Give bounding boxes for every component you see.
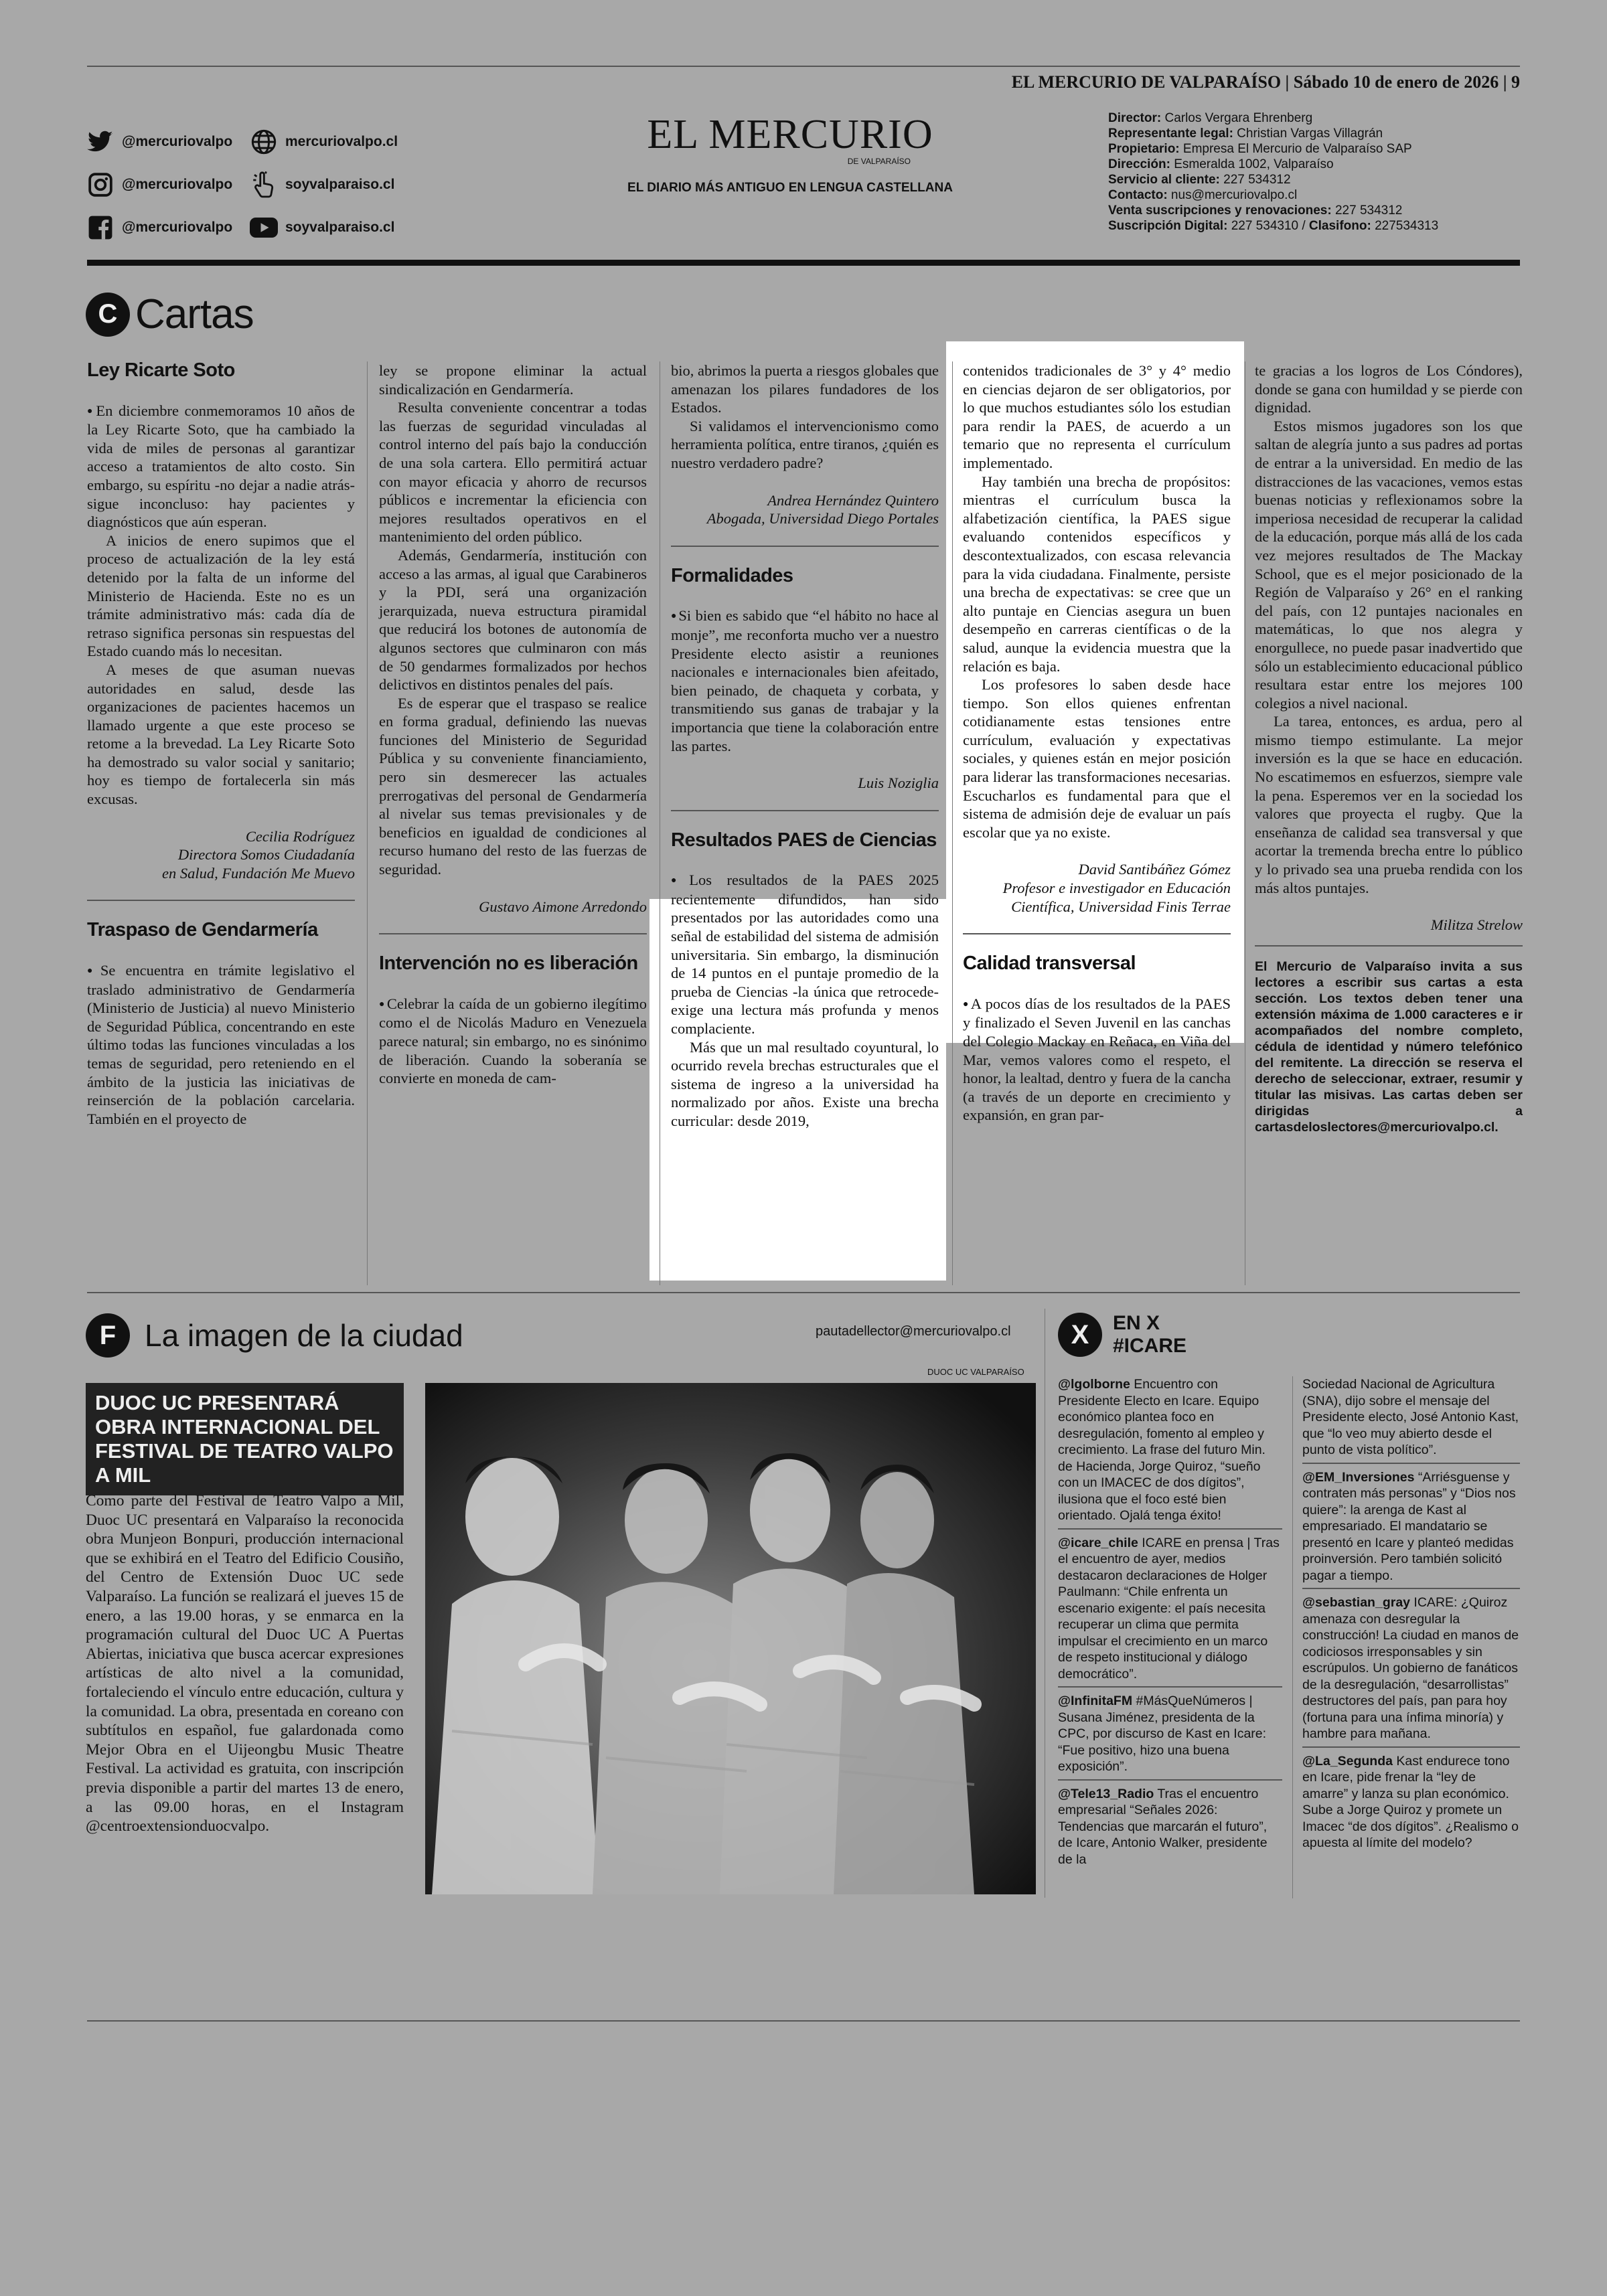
letters-guidelines-note: El Mercurio de Valparaíso invita a sus lectores a escribir sus cartas a esta sección. Los textos deben tener una extensión máxima de 1.000 caracteres e ir acompañados del nombre completo, cédula de identidad y número telefónico del remitente. La dirección se reserva el derecho de seleccionar, extraer, resumir y titular las misivas. Las cartas deben ser dirigidas a cartasdeloslectores@mercuriovalpo.cl.	[1255, 959, 1523, 1135]
cartas-column-1	[87, 357, 355, 1128]
x-feed-column-1	[1058, 1376, 1282, 1877]
letter-paragraph: ley se propone eliminar la actual sindicalización en Gendarmería.	[379, 362, 647, 398]
social-label: @mercuriovalpo	[122, 134, 233, 149]
letter-heading: Traspaso de Gendarmería	[87, 919, 318, 941]
instagram-icon	[86, 170, 115, 199]
social-label: @mercuriovalpo	[122, 220, 233, 235]
cartas-column-5	[1255, 361, 1523, 1135]
masthead	[589, 114, 991, 195]
social-instagram[interactable]	[86, 170, 232, 199]
cartas-badge: C	[86, 293, 130, 337]
letter-paragraph: La tarea, entonces, es ardua, pero al mismo tiempo estimulante. La mejor inversión es la que se hace en educación. No escatimemos en esfuerzos, siempre vale la pena. Esperemos ver en la sociedad los valores que proyecta el rugby. Que la enseñanza de calidad sea transversal y que acortar la tremenda brecha entre lo público y lo privado sea una prueba rendida con los más altos puntajes.	[1255, 713, 1523, 896]
staff-box	[1108, 110, 1438, 234]
letter-heading: Formalidades	[671, 564, 793, 586]
letter-paragraph: ● Celebrar la caída de un gobierno ilegítimo como el de Nicolás Maduro en Venezuela parece natural; sin embargo, no es sinónimo de liberación. Cuando la soberanía se convierte en moneda de cam-	[379, 995, 647, 1088]
facebook-icon	[86, 213, 115, 242]
enx-hashtag: #ICARE	[1113, 1335, 1187, 1357]
x-post[interactable]: @icare_chile ICARE en prensa | Tras el encuentro de ayer, medios destacaron declaraciones de Holger Paulmann: “Chile enfrenta un escenario exigente: el país necesita recuperar un clima que permita impulsar el crecimiento en un marco de respeto institucional y diálogo democrático”.	[1058, 1535, 1282, 1688]
letter-paragraph: Resulta conveniente concentrar a todas las fuerzas de seguridad vinculadas al control interno del país bajo la conducción de una sola cartera. Ello permitirá actuar con mayor eficacia y ahorro de recursos públicos e incrementar la eficiencia con mejores resultados operativos en el mantenimiento del orden público.	[379, 399, 647, 546]
ciudad-headline: DUOC UC PRESENTARÁ OBRA INTERNACIONAL DEL FESTIVAL DE TEATRO VALPO A MIL	[86, 1383, 404, 1495]
ciudad-article	[86, 1491, 404, 1836]
letter-paragraph: Hay también una brecha de propósitos: mientras el currículum busca la alfabetización científica, la PAES sigue evaluando contenidos específicos y descontextualizados, con escasa relevancia para la vida ciudadana. Finalmente, persiste una brecha de expectativas: se cree que un alto puntaje en Ciencias asegura un buen desempeño en carreras científicas o de la salud, aunque la evidencia muestra que la relación es baja.	[963, 473, 1231, 675]
twitter-icon	[86, 127, 115, 157]
web-links	[249, 127, 398, 242]
photo-credit: DUOC UC VALPARAÍSO	[927, 1367, 1024, 1377]
social-facebook[interactable]	[86, 213, 232, 242]
x-feed-column-2	[1302, 1376, 1520, 1861]
letter-paragraph: ● Los resultados de la PAES 2025 recientemente difundidos, han sido presentados por las autoridades como una señal de estabilidad del sistema de admisión universitaria. Sin embargo, la disminución de 14 puntos en el puntaje promedio de la prueba de Ciencias -la única que retrocede- exige una lectura más profunda y menos complaciente.	[671, 871, 939, 1038]
letter-paragraph: bio, abrimos la puerta a riesgos globales que amenazan los pilares fundadores de los Estados.	[671, 362, 939, 416]
dancers-photo-illustration	[425, 1383, 1036, 1894]
youtube-icon	[249, 213, 279, 242]
ciudad-body: Como parte del Festival de Teatro Valpo a Mil, Duoc UC presentará en Valparaíso la reconocida obra Munjeon Bonpuri, producción internacional que se exhibirá en el Teatro del Edificio Cousiño, del Centro de Extensión Duoc UC sede Valparaíso. La función se realizará el jueves 15 de enero, a las 19.00 horas, y se enmarca en la programación cultural del Duoc UC A Puertas Abiertas, iniciativa que busca acercar expresiones artísticas de alto nivel a la comunidad, fortaleciendo el vínculo entre educación, cultura y la comunidad. La obra, presentada en coreano con subtítulos en español, fue galardonada como Mejor Obra en el Uijeongbu Music Theatre Festival. La actividad es gratuita, con inscripción previa disponible a partir del martes 13 de enero, a las 09.00 horas, en el Instagram @centroextensionduocvalpo.	[86, 1492, 404, 1835]
letter-heading: Calidad transversal	[963, 953, 1136, 975]
letter-signature: Andrea Hernández Quintero Abogada, Universidad Diego Portales	[706, 491, 939, 527]
staff-line: Representante legal: Christian Vargas Villagrán	[1108, 127, 1383, 141]
masthead-subtitle: DE VALPARAÍSO	[847, 157, 911, 166]
page-dateline: EL MERCURIO DE VALPARAÍSO | Sábado 10 de enero de 2026 | 9	[1011, 72, 1520, 92]
ciudad-email[interactable]: pautadellector@mercuriovalpo.cl	[816, 1324, 1011, 1339]
letter-paragraph: ● A pocos días de los resultados de la PAES y finalizado el Seven Juvenil en las canchas del Colegio Mackay en Reñaca, en Viña del Mar, vemos valores como el respeto, el honor, la lealtad, dentro y fuera de la cancha (a través de un deporte en crecimiento y expansión, en gran par-	[963, 995, 1231, 1125]
ciudad-title: La imagen de la ciudad	[145, 1318, 463, 1353]
ciudad-photo	[425, 1383, 1036, 1894]
letter-paragraph: Más que un mal resultado coyuntural, lo ocurrido revela brechas estructurales que el sistema de ingreso a la universidad ha normalizado por años. Existe una brecha curricular: desde 2019,	[671, 1038, 939, 1129]
letter-paragraph: ● Se encuentra en trámite legislativo el traslado administrativo de Gendarmería (Ministerio de Justicia) al nuevo Ministerio de Seguridad Pública, concentrando en este último todas las funciones vinculadas a los temas de seguridad, pero reteniendo en el ámbito de la justicia las iniciativas de reinserción de la población carcelaria. También en el proyecto de	[87, 961, 355, 1128]
letter-paragraph: Es de esperar que el traspaso se realice en forma gradual, definiendo las nuevas funciones del Ministerio de Seguridad Pública y su conveniente financiamiento, pero sin desmerecer las actuales prerrogativas del personal de Gendarmería al nivelar sus temas previsionales y de beneficios en igualdad de condiciones al recurso humano del resto de las fuerzas de seguridad.	[379, 694, 647, 878]
masthead-tagline: EL DIARIO MÁS ANTIGUO EN LENGUA CASTELLANA	[627, 181, 953, 195]
letter-paragraph: A inicios de enero supimos que el proceso de actualización de la ley está detenido por la falta de un informe del Ministerio de Hacienda. Este no es un trámite administrativo más: cada día de retraso significa personas sin respuestas del Estado cuando más lo necesitan.	[87, 531, 355, 660]
letter-signature: Luis Noziglia	[858, 774, 939, 792]
staff-line: Venta suscripciones y renovaciones: 227 534312	[1108, 203, 1403, 218]
web-label: soyvalparaiso.cl	[285, 177, 395, 192]
letter-heading: Intervención no es liberación	[379, 953, 638, 975]
hand-pointer-icon	[249, 170, 279, 199]
x-post[interactable]: @La_Segunda Kast endurece tono en Icare, pide frenar la “ley de amarre” y lanza su plan económico. Sube a Jorge Quiroz y promete un Imacec “de dos dígitos”. ¿Realismo o apuesta al límite del modelo?	[1302, 1753, 1519, 1850]
staff-line: Servicio al cliente: 227 534312	[1108, 173, 1291, 187]
letter-signature: David Santibáñez Gómez Profesor e investigador en Educación Científica, Universidad Finis Terrae	[1002, 861, 1231, 915]
letter-heading: Ley Ricarte Soto	[87, 359, 235, 381]
letter-paragraph: Además, Gendarmería, institución con acceso a las armas, al igual que Carabineros y la PDI, será una organización jerarquizada, nueva estructura piramidal que reducirá los botones de autonomía de algunos sectores que culminaron con más de 50 gendarmes formalizados por hechos delictivos en distintos penales del país.	[379, 546, 647, 693]
social-label: @mercuriovalpo	[122, 177, 233, 192]
staff-line: Contacto: nus@mercuriovalpo.cl	[1108, 188, 1298, 202]
web-link-youtube[interactable]	[249, 213, 398, 242]
enx-title: EN X	[1113, 1312, 1160, 1334]
x-post[interactable]: @InfinitaFM #MásQueNúmeros | Susana Jiménez, presidenta de la CPC, por discurso de Kast en Icare: “Fue positivo, hizo una buena exposición”.	[1058, 1693, 1282, 1781]
cartas-title: Cartas	[135, 291, 254, 337]
social-twitter[interactable]	[86, 127, 232, 157]
letter-signature: Militza Strelow	[1430, 916, 1523, 934]
x-post[interactable]: @Tele13_Radio Tras el encuentro empresarial “Señales 2026: Tendencias que marcarán el futuro”, de Icare, Antonio Walker, presidente de la	[1058, 1786, 1268, 1867]
cartas-section-title	[86, 291, 254, 338]
letter-paragraph: Los profesores lo saben desde hace tiempo. Son ellos quienes enfrentan cotidianamente estas tensiones entre currículum, evaluación y expectativas sociales, y quienes están en mejor posición para liderar las transformaciones necesarias. Escucharlos es fundamental para que el sistema de admisión deje de evaluar un país escolar que ya no existe.	[963, 676, 1231, 841]
x-post[interactable]: @EM_Inversiones “Arriésguense y contraten más personas” y “Dios nos quiere”: la arenga de Kast al empresariado. El mandatario se presentó en Icare y planteó medidas proinversión. Pero también solicitó pagar a tiempo.	[1302, 1469, 1520, 1590]
web-link-soyvalparaiso[interactable]	[249, 170, 398, 199]
staff-line: Dirección: Esmeralda 1002, Valparaíso	[1108, 157, 1334, 171]
letter-paragraph: Estos mismos jugadores son los que saltan de alegría junto a sus padres ad portas de entrar a la universidad. En medio de las distracciones de las vacaciones, vemos estas buenas noticias y reflexionamos sobre la imperiosa necesidad de recuperar la calidad de la educación, porque más allá de los cada vez mejores resultados de The Mackay School, que es el mejor posicionado de la Región de Valparaíso y 26° en el ranking del país, con 12 puntajes nacionales en matemáticas, lo que nos alegra y enorgullece, no puede pasar inadvertido que sólo un establecimiento educacional público resultara estar entre los mejores 100 colegios a nivel nacional.	[1255, 417, 1523, 712]
web-label: mercuriovalpo.cl	[285, 134, 398, 149]
header-bar	[87, 260, 1520, 266]
web-link-site[interactable]	[249, 127, 398, 157]
enx-section-title	[1058, 1312, 1187, 1358]
letter-paragraph: contenidos tradicionales de 3° y 4° medio en ciencias dejaron de ser obligatorios, por lo que muchos estudiantes sólo los estudian para rendir la PAES, de acuerdo a un temario que no representa el currículum implementado.	[963, 362, 1231, 471]
letter-paragraph: te gracias a los logros de Los Cóndores), donde se gana con humildad y se pierde con dignidad.	[1255, 362, 1523, 416]
x-post[interactable]: @sebastian_gray ICARE: ¿Quiroz amenaza con desregular la construcción! La ciudad en manos de codiciosos irresponsables y sin escrúpulos. Un gobierno de fanáticos de la desregulación, “desarrollistas” destructores del país, pan para hoy (fortuna para una ínfima minoría) y hambre para mañana.	[1302, 1594, 1520, 1748]
letter-signature: Gustavo Aimone Arredondo	[479, 898, 647, 915]
letter-paragraph: ● En diciembre conmemoramos 10 años de la Ley Ricarte Soto, que ha cambiado la vida de miles de personas al garantizar acceso a tratamientos de alto costo. Sin embargo, su espíritu -no dejar a nadie atrás- sigue inconcluso: hay pacientes y diagnósticos que aún esperan.	[87, 402, 355, 531]
staff-line: Suscripción Digital: 227 534310 / Clasifono: 227534313	[1108, 219, 1439, 233]
social-links	[86, 127, 232, 242]
globe-icon	[249, 127, 279, 157]
x-logo-icon: X	[1058, 1313, 1102, 1357]
cartas-column-2	[379, 361, 647, 1088]
masthead-title: EL MERCURIO	[647, 112, 933, 157]
letter-heading: Resultados PAES de Ciencias	[671, 829, 937, 851]
ciudad-badge: F	[86, 1313, 130, 1358]
cartas-column-4	[963, 361, 1231, 1125]
x-post[interactable]: Sociedad Nacional de Agricultura (SNA), dijo sobre el mensaje del Presidente electo, José Antonio Kast, que “lo veo muy abierto desde el punto de vista político”.	[1302, 1376, 1520, 1464]
cartas-column-3	[671, 361, 939, 1131]
staff-line: Propietario: Empresa El Mercurio de Valparaíso SAP	[1108, 142, 1412, 156]
letter-paragraph: ● Si bien es sabido que “el hábito no hace al monje”, me reconforta mucho ver a nuestro Presidente electo asistir a reuniones nacionales e internacionales bien afeitado, bien peinado, de chaqueta y corbata, y transmitiendo sus ganas de trabajar y la importancia que tiene la colaboración entre las partes.	[671, 606, 939, 755]
staff-line: Director: Carlos Vergara Ehrenberg	[1108, 111, 1313, 125]
ciudad-section-title	[86, 1313, 463, 1358]
letter-signature: Cecilia Rodríguez Directora Somos Ciudadanía en Salud, Fundación Me Muevo	[161, 827, 355, 882]
letter-paragraph: A meses de que asuman nuevas autoridades en salud, desde las organizaciones de pacientes hacemos un llamado urgente a que este proceso se retome a la brevedad. La Ley Ricarte Soto ha demostrado su valor social y sanitario; hoy es tiempo de fortalecerla sin más excusas.	[87, 661, 355, 808]
web-label: soyvalparaiso.cl	[285, 220, 395, 235]
x-post[interactable]: @lgolborne Encuentro con Presidente Electo en Icare. Equipo económico plantea foco en desregulación, fomento al empleo y crecimiento. La frase del futuro Min. de Hacienda, Jorge Quiroz, “sueño con un IMACEC de dos dígitos”, ilusiona que el foco esté bien orientado. Ojalá tenga éxito!	[1058, 1376, 1282, 1530]
letter-paragraph: Si validamos el intervencionismo como herramienta política, entre tiranos, ¿quién es nuestro verdadero padre?	[671, 417, 939, 471]
